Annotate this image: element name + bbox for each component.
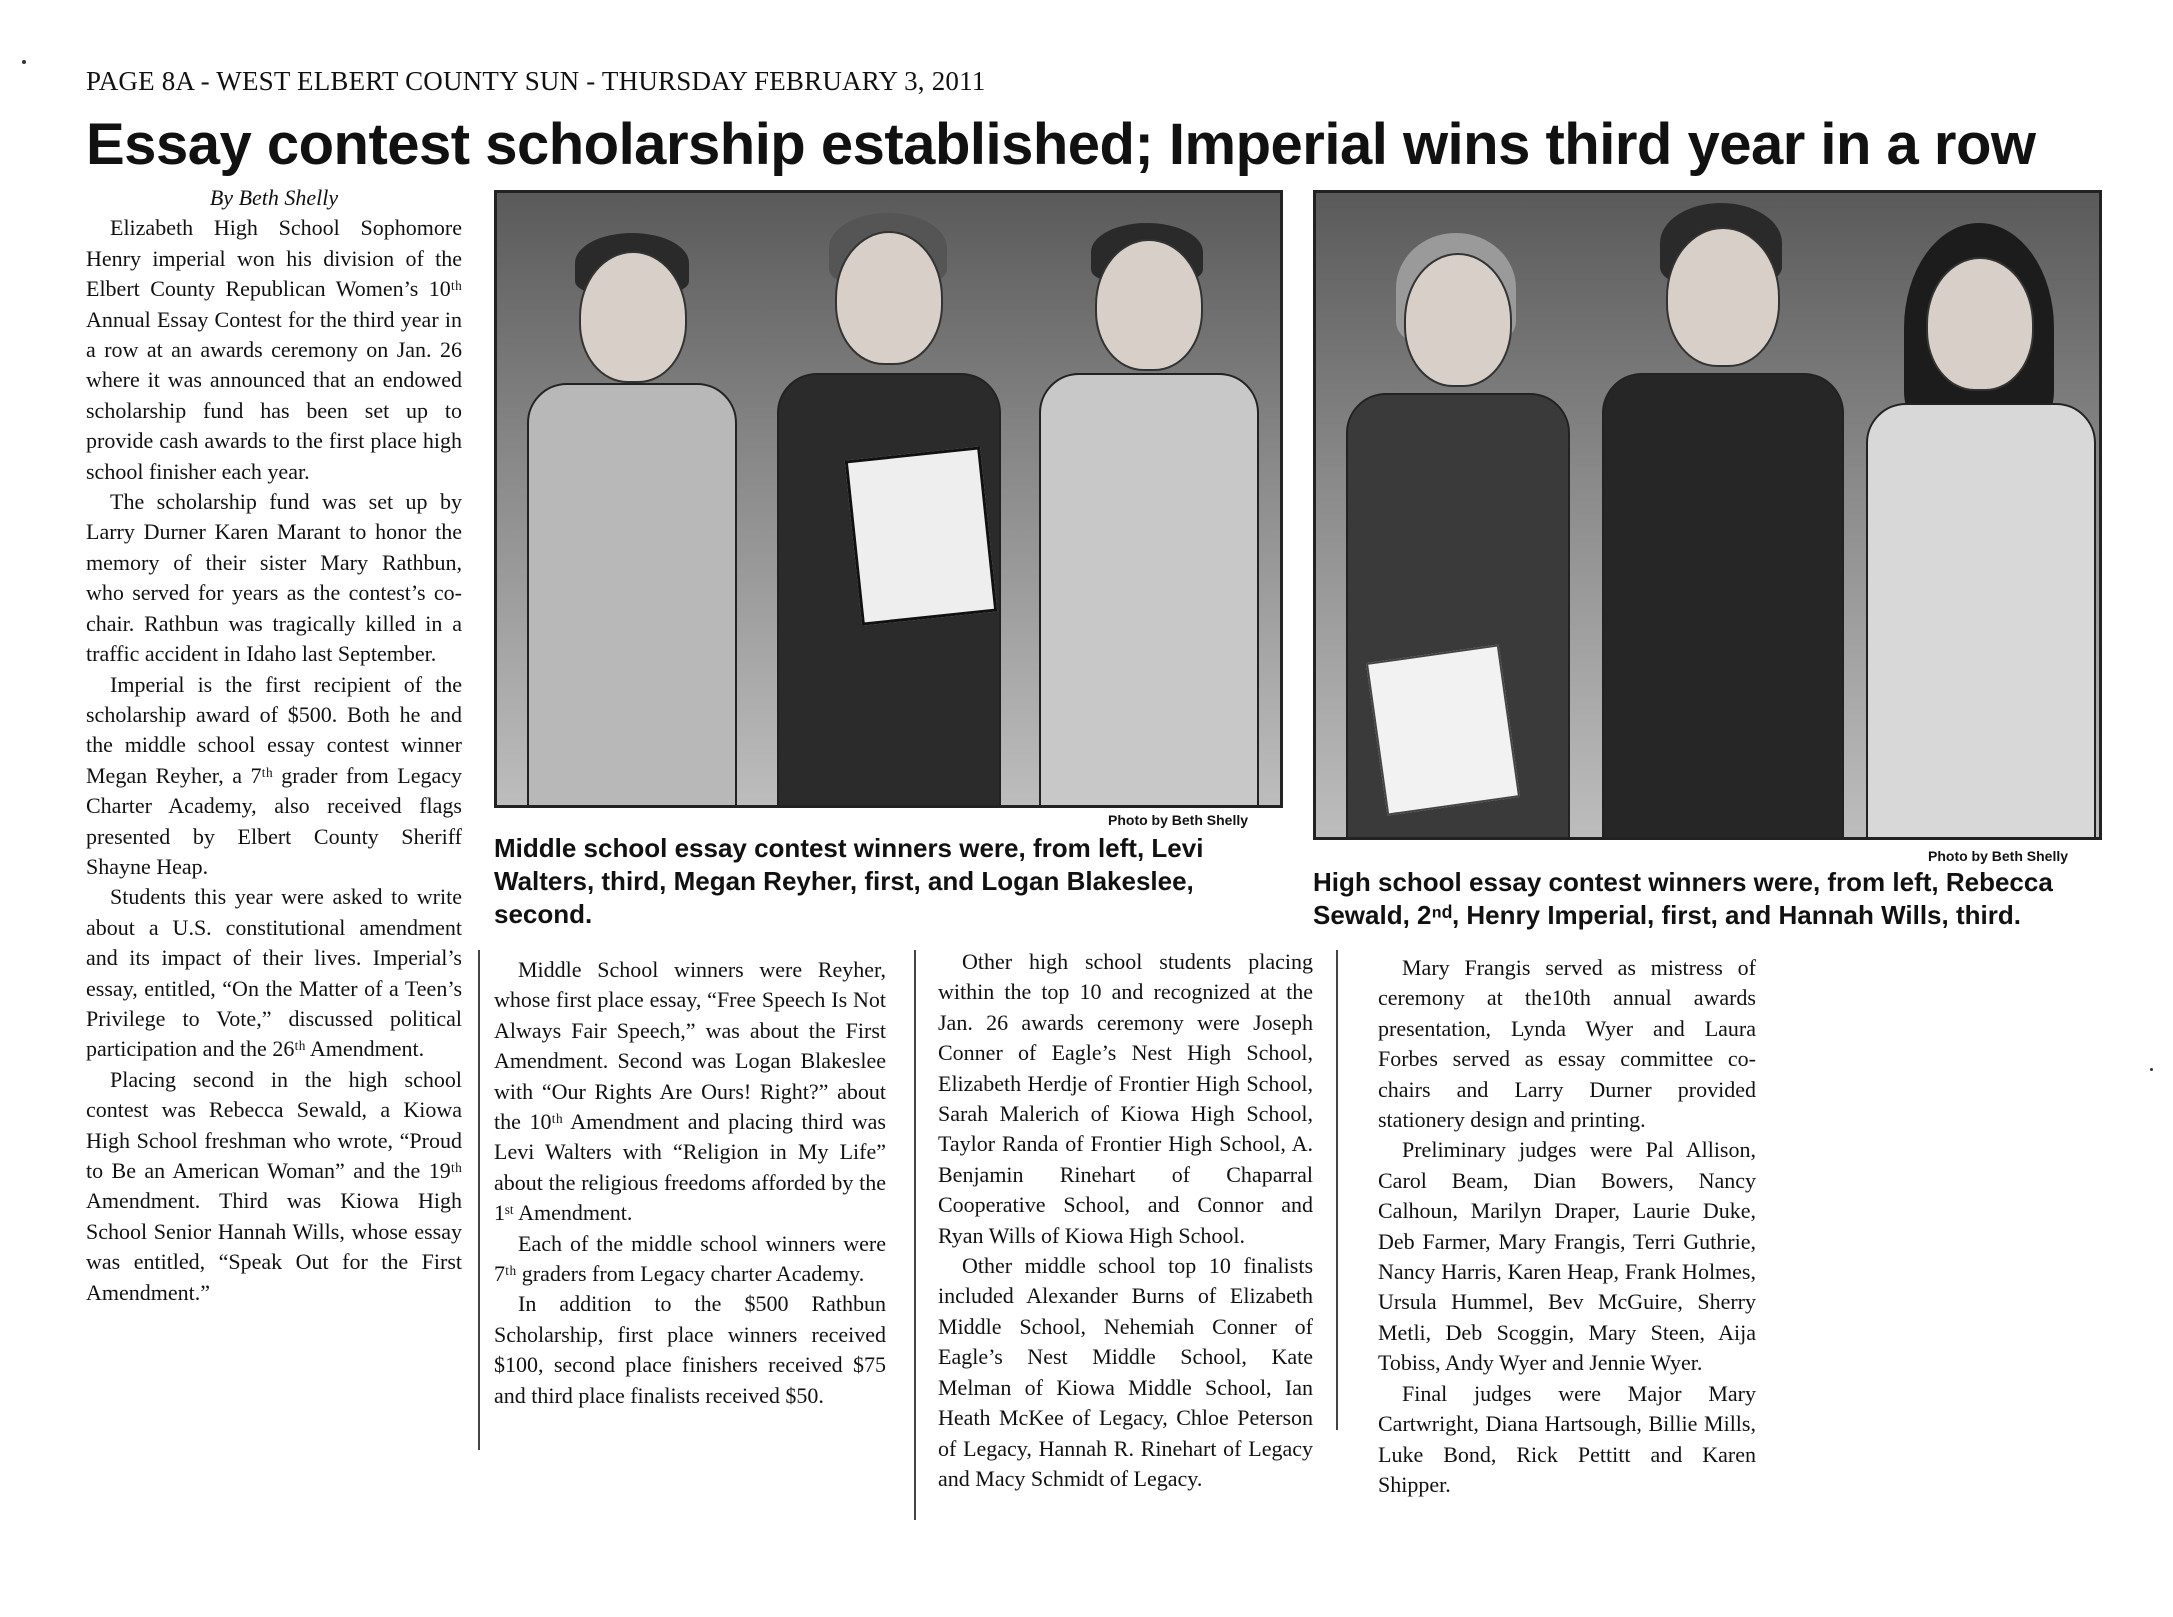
column-rule	[1336, 950, 1338, 1430]
paragraph: Placing second in the high school contest was Rebecca Sewald, a Kiowa High School freshman who wrote, “Proud to Be an American Woman” and the 19ᵗʰ Amendment. Third was Kiowa High School Senior Hannah Wills, whose essay was entitled, “Speak Out for the First Amendment.”	[86, 1066, 462, 1305]
paragraph: Preliminary judges were Pal Allison, Carol Beam, Dian Bowers, Nancy Calhoun, Marilyn Draper, Laurie Duke, Deb Farmer, Mary Frangis, Terri Guthrie, Nancy Harris, Karen Heap, Frank Holmes, Ursula Hummel, Bev McGuire, Sherry Metli, Deb Scoggin, Mary Steen, Aija Tobiss, Andy Wyer and Jennie Wyer.	[1378, 1137, 1756, 1376]
photo-caption: High school essay contest winners were, from left, Rebecca Sewald, 2ⁿᵈ, Henry Imperial, first, and Hannah Wills, third.	[1313, 867, 2053, 930]
person-figure	[1336, 233, 1576, 840]
paragraph: The scholarship fund was set up by Larry Durner Karen Marant to honor the memory of their sister Mary Rathbun, who served for years as the contest’s co-chair. Rathbun was tragically killed in a traffic accident in Idaho last September.	[86, 489, 462, 667]
middle-school-winners-photo	[494, 190, 1283, 808]
column-rule	[478, 950, 480, 1450]
paragraph: Mary Frangis served as mistress of ceremony at the10th annual awards presentation, Lynda Wyer and Laura Forbes served as essay committee co-chairs and Larry Durner provided stationery design and printing.	[1378, 955, 1756, 1133]
photo-credit: Photo by Beth Shelly	[1928, 848, 2069, 864]
photo-credit: Photo by Beth Shelly	[1108, 812, 1249, 828]
byline: By Beth Shelly	[209, 185, 339, 210]
paragraph: Imperial is the first recipient of the scholarship award of $500. Both he and the middle school essay contest winner Megan Reyher, a 7ᵗʰ grader from Legacy Charter Academy, also received flags presented by Elbert County Sheriff Shayne Heap.	[86, 671, 462, 879]
person-figure	[517, 233, 747, 808]
article-column-3	[938, 947, 1313, 1494]
paragraph: Elizabeth High School Sophomore Henry imperial won his division of the Elbert County Republican Women’s 10ᵗʰ Annual Essay Contest for the third year in a row at an awards ceremony on Jan. 26 where it was announced that an endowed scholarship fund has been set up to provide cash awards to the first place high school finisher each year.	[86, 215, 462, 484]
certificate	[1366, 644, 1520, 815]
person-figure	[1856, 223, 2096, 840]
paragraph: In addition to the $500 Rathbun Scholarship, first place winners received $100, second place finishers received $75 and third place finalists received $50.	[494, 1291, 886, 1408]
paragraph: Other middle school top 10 finalists included Alexander Burns of Elizabeth Middle School, Nehemiah Conner of Eagle’s Nest Middle School, Kate Melman of Kiowa Middle School, Ian Heath McKee of Legacy, Chloe Peterson of Legacy, Hannah R. Rinehart of Legacy and Macy Schmidt of Legacy.	[938, 1253, 1313, 1491]
certificate-and-flag	[845, 446, 998, 625]
photo-caption: Middle school essay contest winners were, from left, Levi Walters, third, Megan Reyher, first, and Logan Blakeslee, second.	[494, 833, 1204, 929]
paragraph: Other high school students placing within the top 10 and recognized at the Jan. 26 awards ceremony were Joseph Conner of Eagle’s Nest High School, Elizabeth Herdje of Frontier High School, Sarah Malerich of Kiowa High School, Taylor Randa of Frontier High School, A. Benjamin Rinehart of Chaparral Cooperative School, and Connor and Ryan Wills of Kiowa High School.	[938, 949, 1313, 1248]
scan-speck	[2150, 1068, 2153, 1071]
paragraph: Students this year were asked to write about a U.S. constitutional amendment and its impact of their lives. Imperial’s essay, entitled, “On the Matter of a Teen’s Privilege to Vote,” discussed political participation and the 26ᵗʰ Amendment.	[86, 884, 462, 1062]
high-school-winners-photo	[1313, 190, 2102, 840]
headline: Essay contest scholarship established; Imperial wins third year in a row	[86, 112, 2036, 177]
article-column-2	[494, 955, 886, 1411]
article-column-1	[86, 183, 462, 1308]
person-figure	[1596, 203, 1846, 840]
page-folio: PAGE 8A - WEST ELBERT COUNTY SUN - THURSDAY FEBRUARY 3, 2011	[86, 66, 986, 96]
person-figure	[1027, 223, 1267, 808]
paragraph: Each of the middle school winners were 7ᵗʰ graders from Legacy charter Academy.	[494, 1230, 886, 1287]
article-column-4	[1378, 953, 1756, 1500]
person-figure	[767, 213, 1007, 808]
column-rule	[914, 950, 916, 1520]
paragraph: Final judges were Major Mary Cartwright, Diana Hartsough, Billie Mills, Luke Bond, Rick Pettitt and Karen Shipper.	[1378, 1380, 1756, 1497]
paragraph: Middle School winners were Reyher, whose first place essay, “Free Speech Is Not Always Fair Speech,” was about the First Amendment. Second was Logan Blakeslee with “Our Rights Are Ours! Right?” about the 10ᵗʰ Amendment and placing third was Levi Walters with “Religion in My Life” about the religious freedoms afforded by the 1ˢᵗ Amendment.	[494, 957, 886, 1226]
scan-speck	[22, 60, 26, 64]
